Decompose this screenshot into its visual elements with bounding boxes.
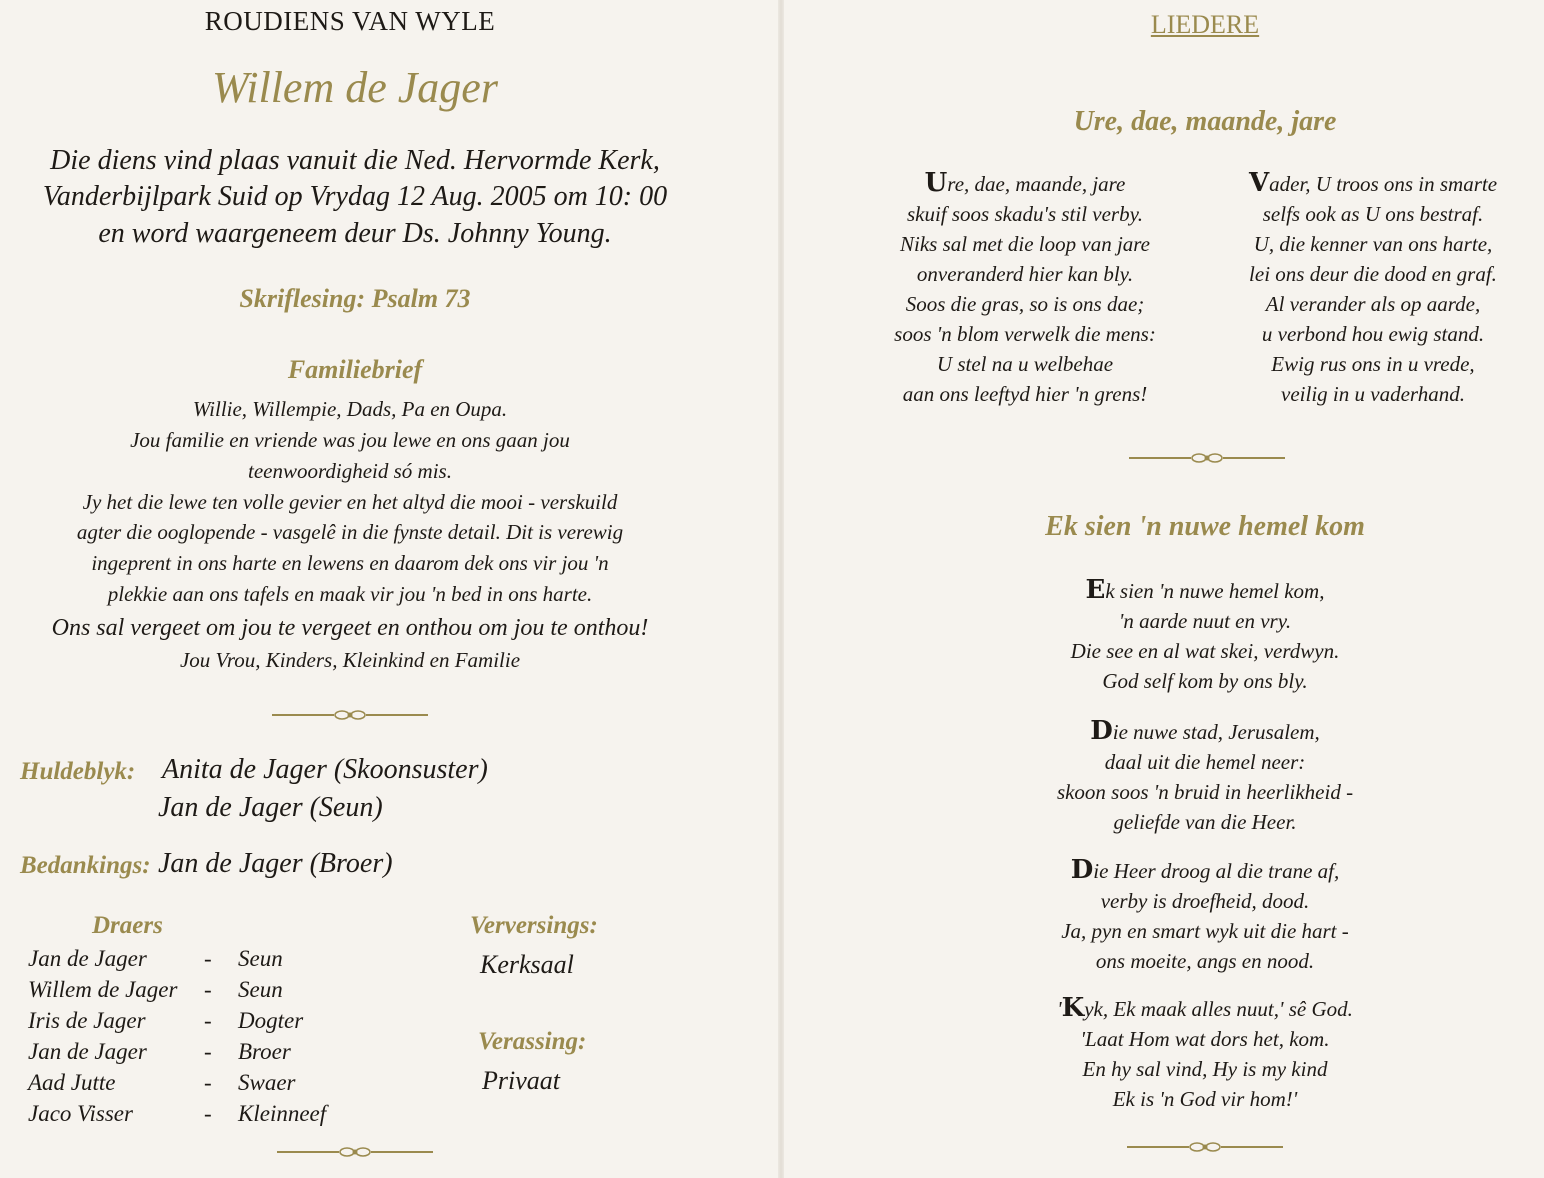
page-fold xyxy=(778,0,784,1178)
pallbearer-dash: - xyxy=(204,946,212,971)
ornament-divider xyxy=(1125,1138,1285,1156)
verse-line: ons moeite, angs en nood. xyxy=(1095,949,1315,973)
songs-title: LIEDERE xyxy=(1150,10,1260,39)
pallbearer-name: Jan de Jager xyxy=(28,1039,147,1064)
verse-line: skuif soos skadu's stil verby. xyxy=(906,202,1144,226)
verse-line: Die see en al wat skei, verdwyn. xyxy=(1070,639,1340,663)
pallbearers-heading: Draers xyxy=(92,912,163,939)
verse-line: aan ons leeftyd hier 'n grens! xyxy=(902,382,1148,406)
cremation-heading: Verassing: xyxy=(478,1028,587,1055)
pallbearer-dash: - xyxy=(204,1070,212,1095)
family-letter-line: Ons sal vergeet om jou te vergeet en onthou om jou te onthou! xyxy=(51,615,649,641)
tribute-label: Huldeblyk: xyxy=(20,758,136,785)
pallbearer-dash: - xyxy=(204,1008,212,1033)
verse-line: k sien 'n nuwe hemel kom, xyxy=(1105,579,1325,603)
ornament-divider xyxy=(1127,449,1287,467)
verse-line: Ek is 'n God vir hom!' xyxy=(1112,1087,1298,1111)
service-line: Die diens vind plaas vanuit die Ned. Hervormde Kerk, xyxy=(50,145,660,176)
verse-line: re, dae, maande, jare xyxy=(947,172,1126,196)
verse-line: 'n aarde nuut en vry. xyxy=(1118,609,1292,633)
song2-verse xyxy=(1005,575,1405,696)
verse-line: En hy sal vind, Hy is my kind xyxy=(1082,1057,1328,1081)
verse-line: Al verander als op aarde, xyxy=(1265,292,1481,316)
pallbearer-relation: Dogter xyxy=(238,1008,304,1033)
programme-header: ROUDIENS VAN WYLE xyxy=(204,6,496,36)
verse-line: daal uit die hemel neer: xyxy=(1104,750,1306,774)
ornament-divider xyxy=(270,706,430,724)
ornament-divider xyxy=(275,1143,435,1161)
verse-line: veilig in u vaderhand. xyxy=(1281,382,1465,406)
verse-line: skoon soos 'n bruid in heerlikheid - xyxy=(1056,780,1354,804)
verse-line: verby is droefheid, dood. xyxy=(1100,889,1310,913)
tribute-name: Jan de Jager (Seun) xyxy=(158,792,383,823)
cremation-value: Privaat xyxy=(482,1066,560,1095)
pallbearer-name: Willem de Jager xyxy=(28,977,178,1002)
refreshments-heading: Verversings: xyxy=(470,912,598,939)
family-letter-line: Willie, Willempie, Dads, Pa en Oupa. xyxy=(192,397,508,421)
song-title: Ure, dae, maande, jare xyxy=(1073,106,1337,137)
pallbearer-dash: - xyxy=(204,1101,212,1126)
family-letter-heading: Familiebrief xyxy=(287,355,423,384)
service-line: Vanderbijlpark Suid op Vrydag 12 Aug. 2005 om 10: 00 xyxy=(42,181,668,212)
tribute-name: Anita de Jager (Skoonsuster) xyxy=(162,754,488,785)
pallbearer-relation: Broer xyxy=(238,1039,291,1064)
verse-line: selfs ook as U ons bestraf. xyxy=(1262,202,1484,226)
drop-cap: K xyxy=(1061,993,1085,1023)
song2-verse xyxy=(1005,993,1405,1114)
thanks-label: Bedankings: xyxy=(20,852,151,879)
family-letter-line: Jou familie en vriende was jou lewe en ons gaan jou xyxy=(130,428,570,452)
verse-line: U, die kenner van ons harte, xyxy=(1253,232,1493,256)
service-line: en word waargeneem deur Ds. Johnny Young. xyxy=(98,218,612,249)
verse-line: Niks sal met die loop van jare xyxy=(899,232,1151,256)
pallbearer-relation: Kleinneef xyxy=(238,1101,327,1126)
family-letter-line: plekkie aan ons tafels en maak vir jou 'n bed in ons harte. xyxy=(107,582,593,606)
verse-line: soos 'n blom verwelk die mens: xyxy=(894,322,1156,346)
song1-column-1 xyxy=(860,168,1190,409)
scripture-reading: Skriflesing: Psalm 73 xyxy=(239,284,471,313)
deceased-name: Willem de Jager xyxy=(212,63,498,112)
verse-line: ie Heer droog al die trane af, xyxy=(1093,859,1340,883)
song1-column-2 xyxy=(1208,168,1538,409)
pallbearer-name: Aad Jutte xyxy=(28,1070,116,1095)
verse-line: geliefde van die Heer. xyxy=(1113,810,1297,834)
right-page xyxy=(790,0,1544,1178)
verse-line: Ewig rus ons in u vrede, xyxy=(1271,352,1475,376)
pallbearer-relation: Seun xyxy=(238,946,283,971)
verse-line: ie nuwe stad, Jerusalem, xyxy=(1112,720,1320,744)
verse-line: ader, U troos ons in smarte xyxy=(1269,172,1498,196)
pallbearer-dash: - xyxy=(204,1039,212,1064)
pallbearer-relation: Swaer xyxy=(238,1070,296,1095)
drop-cap: D xyxy=(1090,716,1113,746)
thanks-name: Jan de Jager (Broer) xyxy=(158,848,393,879)
verse-line: u verbond hou ewig stand. xyxy=(1261,322,1485,346)
verse-line: Soos die gras, so is ons dae; xyxy=(905,292,1145,316)
pallbearer-relation: Seun xyxy=(238,977,283,1002)
drop-cap: U xyxy=(924,168,948,198)
pallbearer-name: Iris de Jager xyxy=(28,1008,146,1033)
family-letter-line: Jy het die lewe ten volle gevier en het altyd die mooi - verskuild xyxy=(82,490,618,514)
verse-line: onveranderd hier kan bly. xyxy=(916,262,1134,286)
song2-verse xyxy=(1005,855,1405,976)
drop-cap: E xyxy=(1085,575,1106,605)
left-page xyxy=(0,0,770,1178)
drop-cap: D xyxy=(1070,855,1094,885)
verse-line: lei ons deur die dood en graf. xyxy=(1249,262,1497,286)
verse-line: Ja, pyn en smart wyk uit die hart - xyxy=(1061,919,1349,943)
opening-quote: ' xyxy=(1057,997,1062,1021)
pallbearer-name: Jaco Visser xyxy=(28,1101,133,1126)
pallbearer-name: Jan de Jager xyxy=(28,946,147,971)
verse-line: U stel na u welbehae xyxy=(936,352,1114,376)
refreshments-value: Kerksaal xyxy=(480,950,574,979)
family-letter-signoff: Jou Vrou, Kinders, Kleinkind en Familie xyxy=(179,648,521,672)
pallbearer-dash: - xyxy=(204,977,212,1002)
family-letter-line: ingeprent in ons harte en lewens en daarom dek ons vir jou 'n xyxy=(91,551,609,575)
verse-line: God self kom by ons bly. xyxy=(1102,669,1308,693)
song2-verse xyxy=(1005,716,1405,837)
verse-line: 'Laat Hom wat dors het, kom. xyxy=(1080,1027,1330,1051)
drop-cap: V xyxy=(1248,168,1270,198)
family-letter-line: agter die ooglopende - vasgelê in die fynste detail. Dit is verewig xyxy=(76,520,624,544)
family-letter-line: teenwoordigheid só mis. xyxy=(248,459,452,483)
verse-line: yk, Ek maak alles nuut,' sê God. xyxy=(1084,997,1353,1021)
song-title: Ek sien 'n nuwe hemel kom xyxy=(1045,511,1365,542)
